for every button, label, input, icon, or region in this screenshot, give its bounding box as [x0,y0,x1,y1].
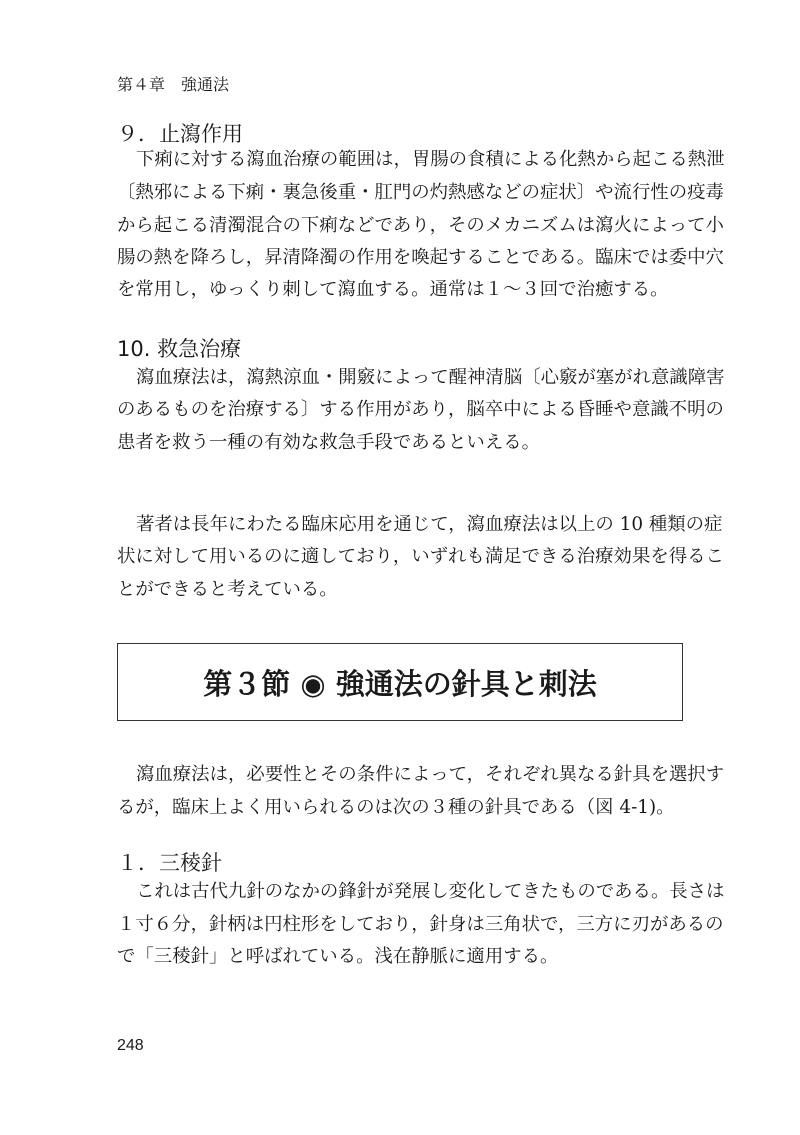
paragraph-line: るが，臨床上よく用いられるのは次の３種の針具である（図 4-1)。 [117,797,675,818]
paragraph-line: で「三稜針」と呼ばれている。浅在静脈に適用する。 [117,946,559,967]
paragraph-line: これは古代九針のなかの鋒針が発展し変化してきたものである。長さは [136,881,725,902]
section-title-box [117,643,683,721]
paragraph-line: 患者を救う一種の有効な救急手段であるといえる。 [117,432,540,453]
section-heading-10: 10. 救急治療 [117,337,242,361]
paragraph-line: 状に対して用いるのに適しており，いずれも満足できる治療効果を得るこ [117,546,724,567]
paragraph-line: から起こる清濁混合の下痢などであり，そのメカニズムは瀉火によって小 [117,215,724,236]
paragraph-line: とができると考えている。 [117,579,338,600]
subsection-heading: １．三稜針 [117,851,222,875]
paragraph-line: のあるものを治療する〕する作用があり，脳卒中による昏睡や意識不明の [117,399,724,420]
section-heading-9: ９．止瀉作用 [117,122,243,146]
paragraph-line: を常用し，ゆっくり刺して瀉血する。通常は１～３回で治癒する。 [117,279,669,300]
section-title: 第３節 ◉ 強通法の針具と刺法 [203,666,597,701]
paragraph-line: 著者は長年にわたる臨床応用を通じて，瀉血療法は以上の 10 種類の症 [136,514,723,535]
page-number: 248 [117,1037,144,1054]
paragraph-line: 〔熱邪による下痢・裏急後重・肛門の灼熱感などの症状〕や流行性の疫毒 [117,182,724,203]
paragraph-line: 瀉血療法は，必要性とその条件によって，それぞれ異なる針具を選択す [136,764,725,785]
running-header: 第４章 強通法 [117,75,230,94]
paragraph-line: 瀉血療法は，瀉熱涼血・開竅によって醒神清脳〔心竅が塞がれ意識障害 [136,367,725,388]
paragraph-line: 下痢に対する瀉血治療の範囲は，胃腸の食積による化熱から起こる熱泄 [136,149,725,170]
paragraph-line: 腸の熱を降ろし，昇清降濁の作用を喚起することである。臨床では委中穴 [117,247,724,268]
paragraph-line: １寸６分，針柄は円柱形をしており，針身は三角状で，三方に刃があるの [117,914,724,935]
